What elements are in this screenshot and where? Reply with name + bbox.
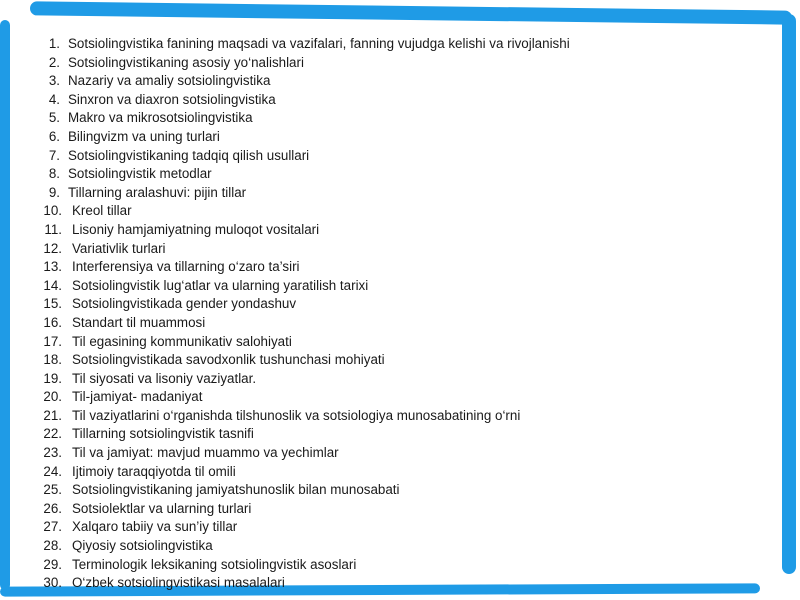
item-number: 21. [43,407,62,423]
item-number: 16. [43,314,62,330]
item-text: Til va jamiyat: mavjud muammo va yechimlar [72,445,339,461]
item-number: 12. [43,240,62,256]
list-item [38,537,778,556]
list-item [38,147,778,166]
item-number: 9. [48,184,60,200]
item-text: Lisoniy hamjamiyatning muloqot vositalari [72,221,320,237]
item-text: Sotsiolektlar va ularning turlari [72,500,252,516]
item-text: Sotsiolingvistikaning tadqiq qilish usullari [68,147,310,163]
item-text: Sotsiolingvistika fanining maqsadi va vazifalari, fanning vujudga kelishi va rivojlanishi [68,36,570,51]
item-text: Sotsiolingvistikaning jamiyatshunoslik bilan munosabati [72,482,400,498]
blue-frame-right [782,14,796,574]
list-item [38,574,778,591]
list-item [38,481,778,500]
list-item [38,425,778,444]
item-number: 10. [43,203,62,219]
item-number: 1. [48,36,60,51]
item-number: 4. [48,91,60,107]
item-text: Til-jamiyat- madaniyat [72,389,203,405]
item-text: Nazariy va amaliy sotsiolingvistika [68,73,271,89]
item-text: Interferensiya va tillarning o‘zaro ta’siri [72,259,300,275]
list-item [38,518,778,537]
list-item [38,351,778,370]
list-item [38,184,778,203]
item-number: 3. [48,73,60,89]
item-text: Xalqaro tabiiy va sun’iy tillar [72,519,238,535]
list-item [38,128,778,147]
item-text: Sotsiolingvistik metodlar [68,166,212,182]
item-text: Sotsiolingvistikaning asosiy yo‘nalishlari [68,54,304,70]
list-item [38,295,778,314]
item-number: 20. [43,389,62,405]
list-item [38,221,778,240]
blue-frame-left [0,20,10,590]
item-number: 27. [43,519,62,535]
item-text: Standart til muammosi [72,314,206,330]
blue-frame-top [30,1,792,24]
item-text: Sinxron va diaxron sotsiolingvistika [68,91,276,107]
list-item [38,277,778,296]
item-text: Sotsiolingvistikada gender yondashuv [72,296,297,312]
item-number: 15. [43,296,62,312]
item-text: Til vaziyatlarini o‘rganishda tilshunoslik va sotsiologiya munosabatining o‘rni [72,407,521,423]
list-item [38,165,778,184]
list-item [38,91,778,110]
list-item [38,444,778,463]
item-text: Variativlik turlari [72,240,166,256]
list-item [38,54,778,73]
item-number: 5. [48,110,60,126]
item-number: 7. [48,147,60,163]
item-number: 28. [43,538,62,554]
item-text: Terminologik leksikaning sotsiolingvistik asoslari [72,556,357,572]
list-item [38,258,778,277]
item-number: 14. [43,277,62,293]
list-item [38,407,778,426]
item-number: 23. [43,445,62,461]
list-item [38,314,778,333]
item-text: Tillarning sotsiolingvistik tasnifi [72,426,254,442]
item-number: 6. [48,128,60,144]
item-number: 18. [43,352,62,368]
item-number: 2. [48,54,60,70]
list-item [38,333,778,352]
item-number: 19. [43,370,62,386]
list-item [38,240,778,259]
item-text: Tillarning aralashuvi: pijin tillar [68,184,247,200]
item-number: 13. [43,259,62,275]
item-number: 30. [43,575,62,591]
item-text: Sotsiolingvistikada savodxonlik tushunchasi mohiyati [72,352,385,368]
list-item [38,463,778,482]
list-item [38,388,778,407]
item-number: 26. [43,500,62,516]
list-item [38,202,778,221]
list-item [38,556,778,575]
list-item [38,500,778,519]
item-number: 24. [43,463,62,479]
item-number: 17. [43,333,62,349]
item-text: Til siyosati va lisoniy vaziyatlar. [72,370,257,386]
item-number: 25. [43,482,62,498]
list-item [38,370,778,389]
item-text: Makro va mikrosotsiolingvistika [68,110,253,126]
item-text: Bilingvizm va uning turlari [68,128,220,144]
item-text: O‘zbek sotsiolingvistikasi masalalari [72,575,285,591]
topic-list [38,35,778,591]
item-text: Sotsiolingvistik lug‘atlar va ularning yaratilish tarixi [72,277,369,293]
item-text: Ijtimoiy taraqqiyotda til omili [72,463,236,479]
list-item [38,109,778,128]
item-number: 22. [43,426,62,442]
item-text: Kreol tillar [72,203,132,219]
item-number: 29. [43,556,62,572]
item-text: Til egasining kommunikativ salohiyati [72,333,292,349]
list-item [38,35,778,54]
item-number: 8. [48,166,60,182]
item-number: 11. [44,221,62,237]
list-item [38,72,778,91]
item-text: Qiyosiy sotsiolingvistika [72,538,213,554]
